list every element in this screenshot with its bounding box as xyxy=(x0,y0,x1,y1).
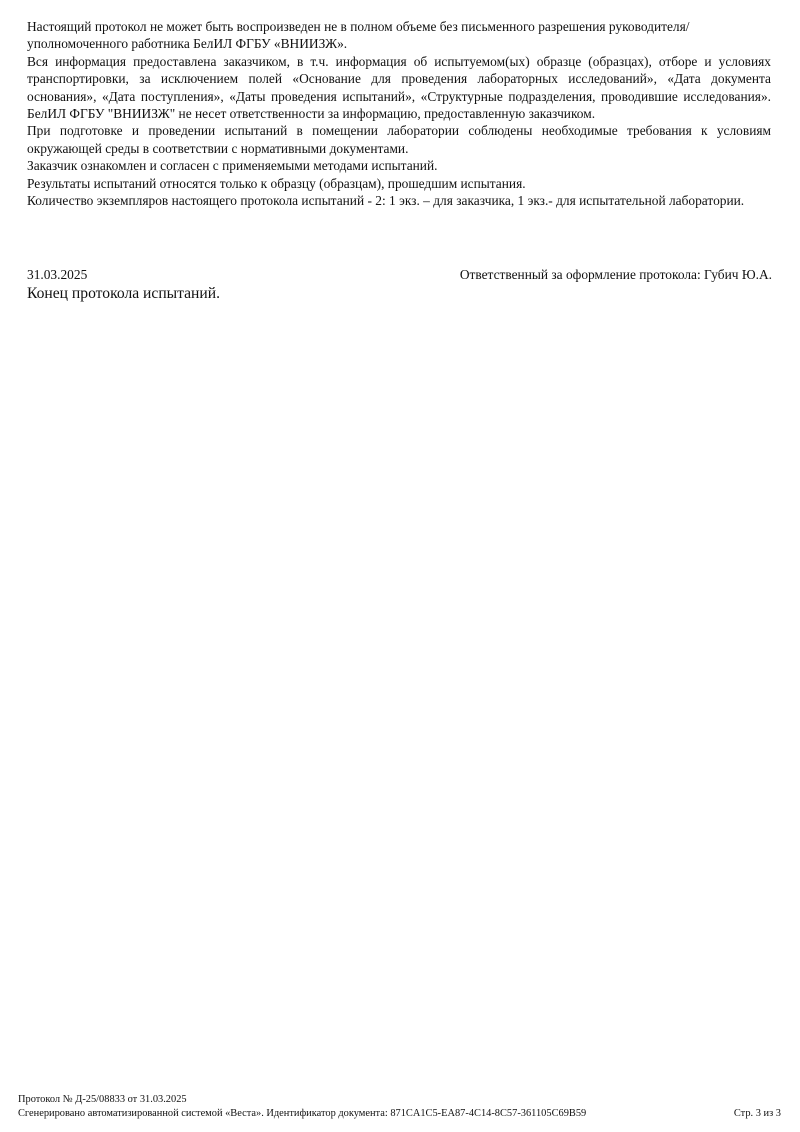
page-footer xyxy=(18,1093,781,1121)
signature-row xyxy=(27,266,772,283)
methods-agreement-notice: Заказчик ознакомлен и согласен с применяемыми методами испытаний. xyxy=(27,158,438,174)
reproduction-notice: Настоящий протокол не может быть воспроизведен не в полном объеме без письменного разрешения руководителя/уполномоченного работника БелИЛ ФГБУ «ВНИИЗЖ». xyxy=(27,19,690,52)
end-of-protocol: Конец протокола испытаний. xyxy=(27,285,220,302)
protocol-date: 31.03.2025 xyxy=(27,267,88,282)
footer-row xyxy=(18,1107,781,1121)
footer-generated-by: Сгенерировано автоматизированной системой «Веста». Идентификатор документа: 871CA1C5-EA87-4C14-8C57-361105C69B59 xyxy=(18,1108,587,1119)
notes-section xyxy=(27,18,771,209)
environment-notice: При подготовке и проведении испытаний в помещении лаборатории соблюдены необходимые требования к условиям окружающей среды в соответствии с нормативными документами. xyxy=(27,123,771,156)
results-scope-notice: Результаты испытаний относятся только к образцу (образцам), прошедшим испытания. xyxy=(27,175,526,191)
customer-info-notice: Вся информация предоставлена заказчиком, в т.ч. информация об испытуемом(ых) образце (образцах), отборе и условиях транспортировки, за исключением полей «Основание для проведения лабораторных исследований», «Дата документа основания», «Дата поступления», «Даты проведения испытаний», «Структурные подразделения, проводившие исследования». БелИЛ ФГБУ "ВНИИЗЖ" не несет ответственности за информацию, предоставленную заказчиком. xyxy=(27,53,771,122)
footer-protocol-number: Протокол № Д-25/08833 от 31.03.2025 xyxy=(18,1094,187,1105)
responsible-person: Ответственный за оформление протокола: Губич Ю.А. xyxy=(459,267,772,282)
copies-notice: Количество экземпляров настоящего протокола испытаний - 2: 1 экз. – для заказчика, 1 экз.- для испытательной лаборатории. xyxy=(27,193,745,209)
footer-page-number: Стр. 3 из 3 xyxy=(733,1108,781,1119)
